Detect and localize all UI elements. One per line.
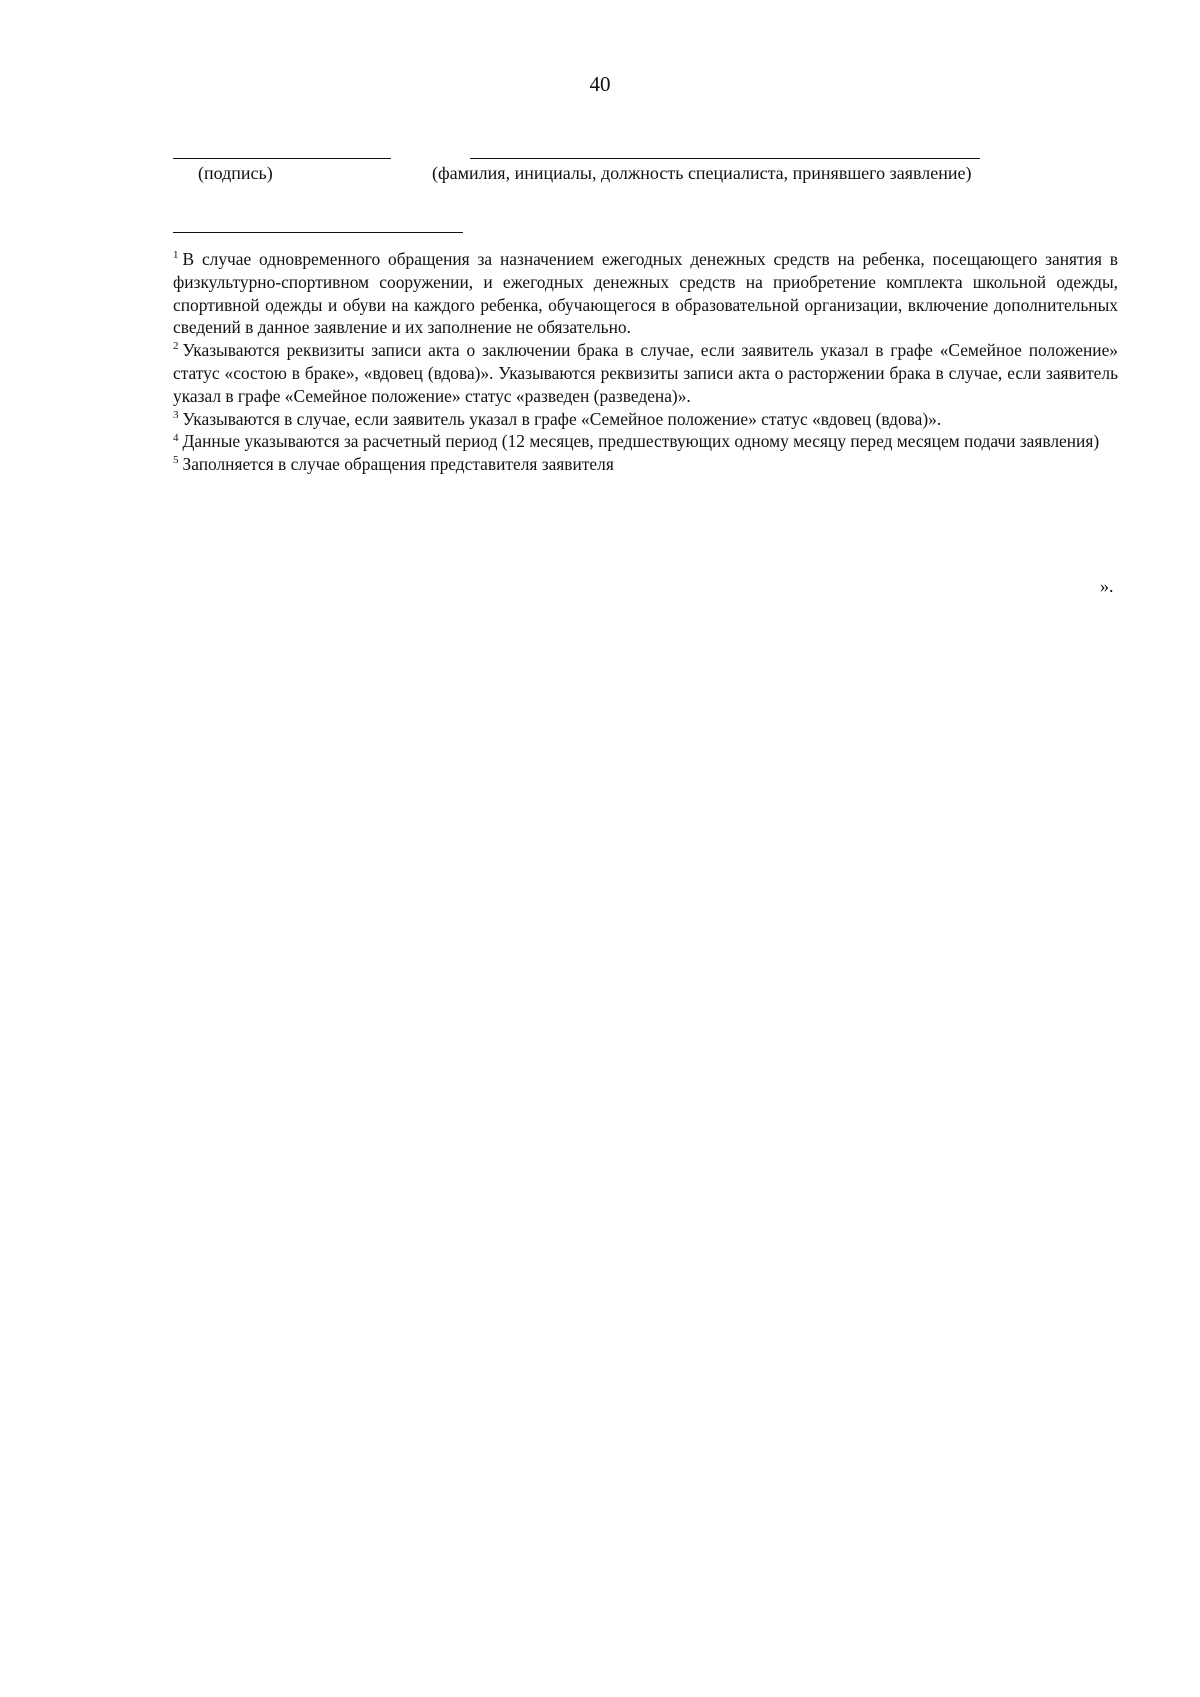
footnote-separator xyxy=(173,232,463,233)
footnote-text: В случае одновременного обращения за назначением ежегодных денежных средств на ребенка, посещающего занятия в физкультурно-спортивном сооружении, и ежегодных денежных средств на приобретение комплекта школьной одежды, спортивной одежды и обуви на каждого ребенка, обучающегося в образовательной организации, включение дополнительных сведений в данное заявление и их заполнение не обязательно. xyxy=(173,249,1118,338)
page-number: 40 xyxy=(589,72,611,96)
footnote-mark: 3 xyxy=(173,408,179,421)
footnote-3 xyxy=(173,408,1118,431)
footnote-text: Заполняется в случае обращения представителя заявителя xyxy=(182,454,614,475)
signature-line-left xyxy=(173,158,391,159)
signature-line-right xyxy=(470,158,980,159)
footnote-5 xyxy=(173,453,1118,476)
footnote-text: Указываются реквизиты записи акта о заключении брака в случае, если заявитель указал в графе «Семейное положение» статус «состою в браке», «вдовец (вдова)». Указываются реквизиты записи акта о расторжении брака в случае, если заявитель указал в графе «Семейное положение» статус «разведен (разведена)». xyxy=(173,340,1118,406)
footnote-text: Данные указываются за расчетный период (12 месяцев, предшествующих одному месяцу перед месяцем подачи заявления) xyxy=(182,431,1100,452)
closing-quote-mark: ». xyxy=(1100,576,1114,596)
footnote-text: Указываются в случае, если заявитель указал в графе «Семейное положение» статус «вдовец (вдова)». xyxy=(182,408,942,429)
footnote-4 xyxy=(173,430,1118,453)
signature-label: (подпись) xyxy=(198,163,273,183)
footnote-mark: 1 xyxy=(173,249,179,262)
footnotes xyxy=(173,248,1118,476)
footnote-2 xyxy=(173,339,1118,407)
footnote-mark: 4 xyxy=(173,431,179,444)
specialist-name-label: (фамилия, инициалы, должность специалиста, принявшего заявление) xyxy=(432,163,972,183)
footnote-mark: 2 xyxy=(173,340,179,353)
footnote-mark: 5 xyxy=(173,454,179,467)
footnote-1 xyxy=(173,248,1118,339)
